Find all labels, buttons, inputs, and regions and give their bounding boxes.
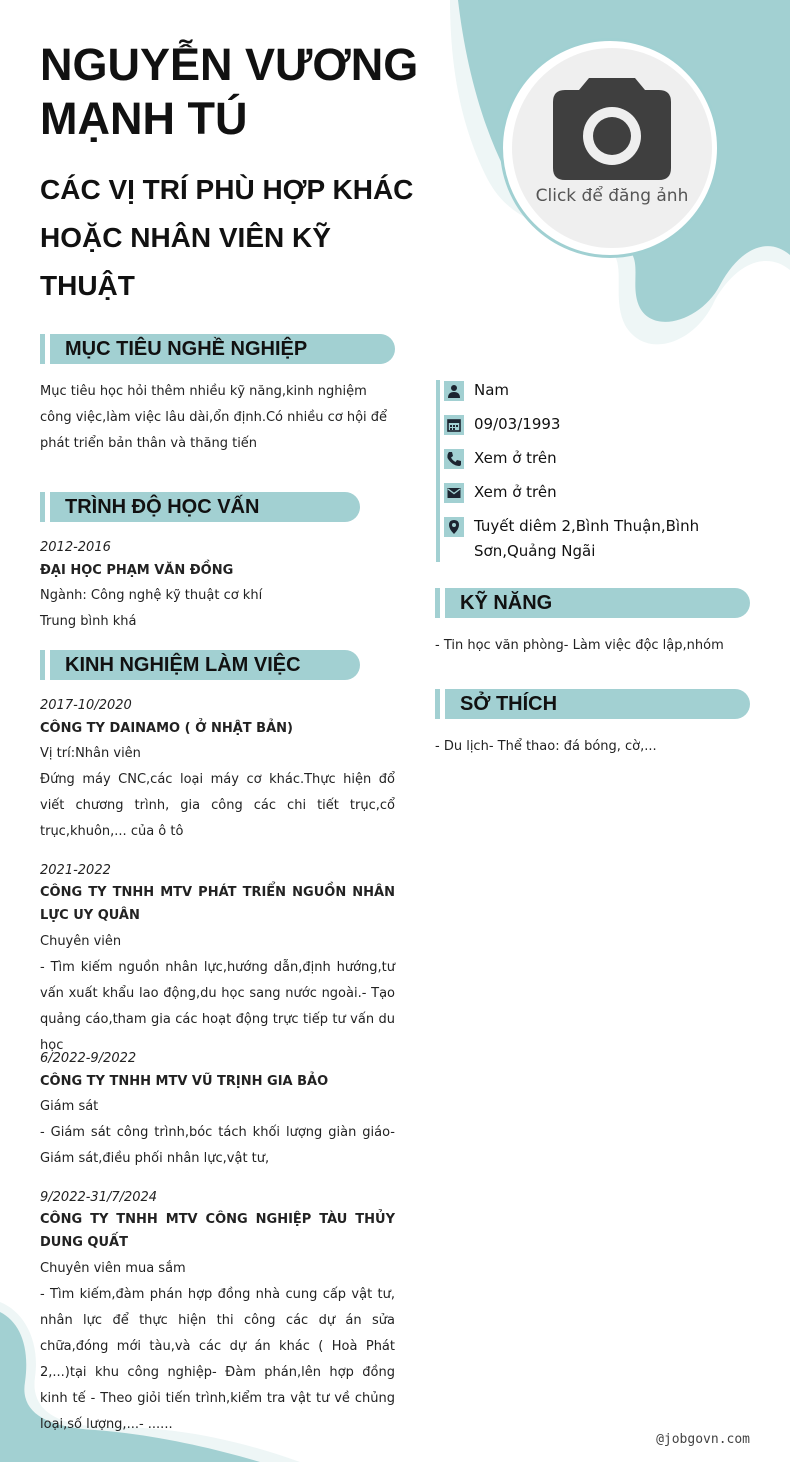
section-title: MỤC TIÊU NGHỀ NGHIỆP xyxy=(65,338,308,360)
job-company: CÔNG TY DAINAMO ( Ở NHẬT BẢN) xyxy=(40,721,293,736)
education-major: Ngành: Công nghệ kỹ thuật cơ khí xyxy=(40,588,263,603)
job-period: 2021-2022 xyxy=(40,863,111,878)
section-title: SỞ THÍCH xyxy=(460,693,558,715)
objective-text: Mục tiêu học hỏi thêm nhiều kỹ năng,kinh nghiệm công việc,làm việc lâu dài,ổn định.Có nhiều cơ hội để phát triển bản thân và thăng tiến xyxy=(40,384,388,451)
birthday-value: 09/03/1993 xyxy=(474,415,561,433)
job-period: 9/2022-31/7/2024 xyxy=(40,1190,158,1205)
section-title: KINH NGHIỆM LÀM VIỆC xyxy=(65,654,301,676)
address-value: Tuyết diêm 2,Bình Thuận,Bình Sơn,Quảng Ngãi xyxy=(474,517,700,560)
gender-icon xyxy=(444,381,464,401)
education-period: 2012-2016 xyxy=(40,540,111,555)
job-description: - Tìm kiếm nguồn nhân lực,hướng dẫn,định hướng,tư vấn xuất khẩu lao động,du học sang nước ngoài.- Tạo quảng cáo,tham gia các hoạt động trực tiếp tư vấn du học xyxy=(40,960,395,1053)
location-icon xyxy=(444,517,464,537)
candidate-name: NGUYỄN VƯƠNG MẠNH TÚ xyxy=(40,39,419,144)
phone-icon xyxy=(444,449,464,469)
job-description: Đứng máy CNC,các loại máy cơ khác.Thực hiện đổ viết chương trình, gia công các chi tiết trục,cổ trục,khuôn,... của ô tô xyxy=(40,772,395,839)
job-description: - Giám sát công trình,bóc tách khối lượng giàn giáo- Giám sát,điều phối nhân lực,vật tư, xyxy=(40,1125,395,1166)
calendar-icon xyxy=(444,415,464,435)
upload-photo-button[interactable] xyxy=(512,48,712,248)
section-title: TRÌNH ĐỘ HỌC VẤN xyxy=(65,496,260,518)
section-education-header xyxy=(50,492,360,522)
email-value: Xem ở trên xyxy=(474,483,557,501)
education-grade: Trung bình khá xyxy=(40,614,137,629)
gender-value: Nam xyxy=(474,381,510,399)
job-role: Vị trí:Nhân viên xyxy=(40,746,141,761)
desired-position: CÁC VỊ TRÍ PHÙ HỢP KHÁC HOẶC NHÂN VIÊN KỸ THUẬT xyxy=(40,174,414,301)
job-company: CÔNG TY TNHH MTV VŨ TRỊNH GIA BẢO xyxy=(40,1074,329,1089)
info-accent-bar xyxy=(436,380,440,562)
job-company: CÔNG TY TNHH MTV PHÁT TRIỂN NGUỒN NHÂN LỰC UY QUÂN xyxy=(40,885,395,923)
job-period: 2017-10/2020 xyxy=(40,698,132,713)
job-description: - Tìm kiếm,đàm phán hợp đồng nhà cung cấp vật tư, nhân lực để thực hiện thi công các dự án sửa chữa,đóng mới tàu,và các dự án khác ( Hoà Phát 2,...)tại khu công nghiệp- Đàm phán,lên hợp đồng kinh tế - Theo giỏi tiến trình,kiểm tra vật tư về chủng loại,số lượng,...- ...... xyxy=(40,1287,395,1432)
hobbies-text: - Du lịch- Thể thao: đá bóng, cờ,... xyxy=(435,739,657,754)
job-role: Giám sát xyxy=(40,1099,99,1114)
section-title: KỸ NĂNG xyxy=(460,592,553,614)
upload-photo-label: Click để đăng ảnh xyxy=(535,186,689,206)
job-role: Chuyên viên mua sắm xyxy=(40,1261,186,1276)
skills-text: - Tin học văn phòng- Làm việc độc lập,nhóm xyxy=(435,638,724,653)
section-skills-header xyxy=(445,588,750,618)
phone-value: Xem ở trên xyxy=(474,449,557,467)
section-experience-header xyxy=(50,650,360,680)
section-hobbies-header xyxy=(445,689,750,719)
job-period: 6/2022-9/2022 xyxy=(40,1051,137,1066)
footer-credit: @jobgovn.com xyxy=(656,1432,750,1447)
email-icon xyxy=(444,483,464,503)
education-school: ĐẠI HỌC PHẠM VĂN ĐỒNG xyxy=(40,563,234,578)
camera-icon xyxy=(553,78,671,180)
job-company: CÔNG TY TNHH MTV CÔNG NGHIỆP TÀU THỦY DUNG QUẤT xyxy=(40,1212,395,1250)
job-role: Chuyên viên xyxy=(40,934,122,949)
section-objective-header xyxy=(50,334,395,364)
